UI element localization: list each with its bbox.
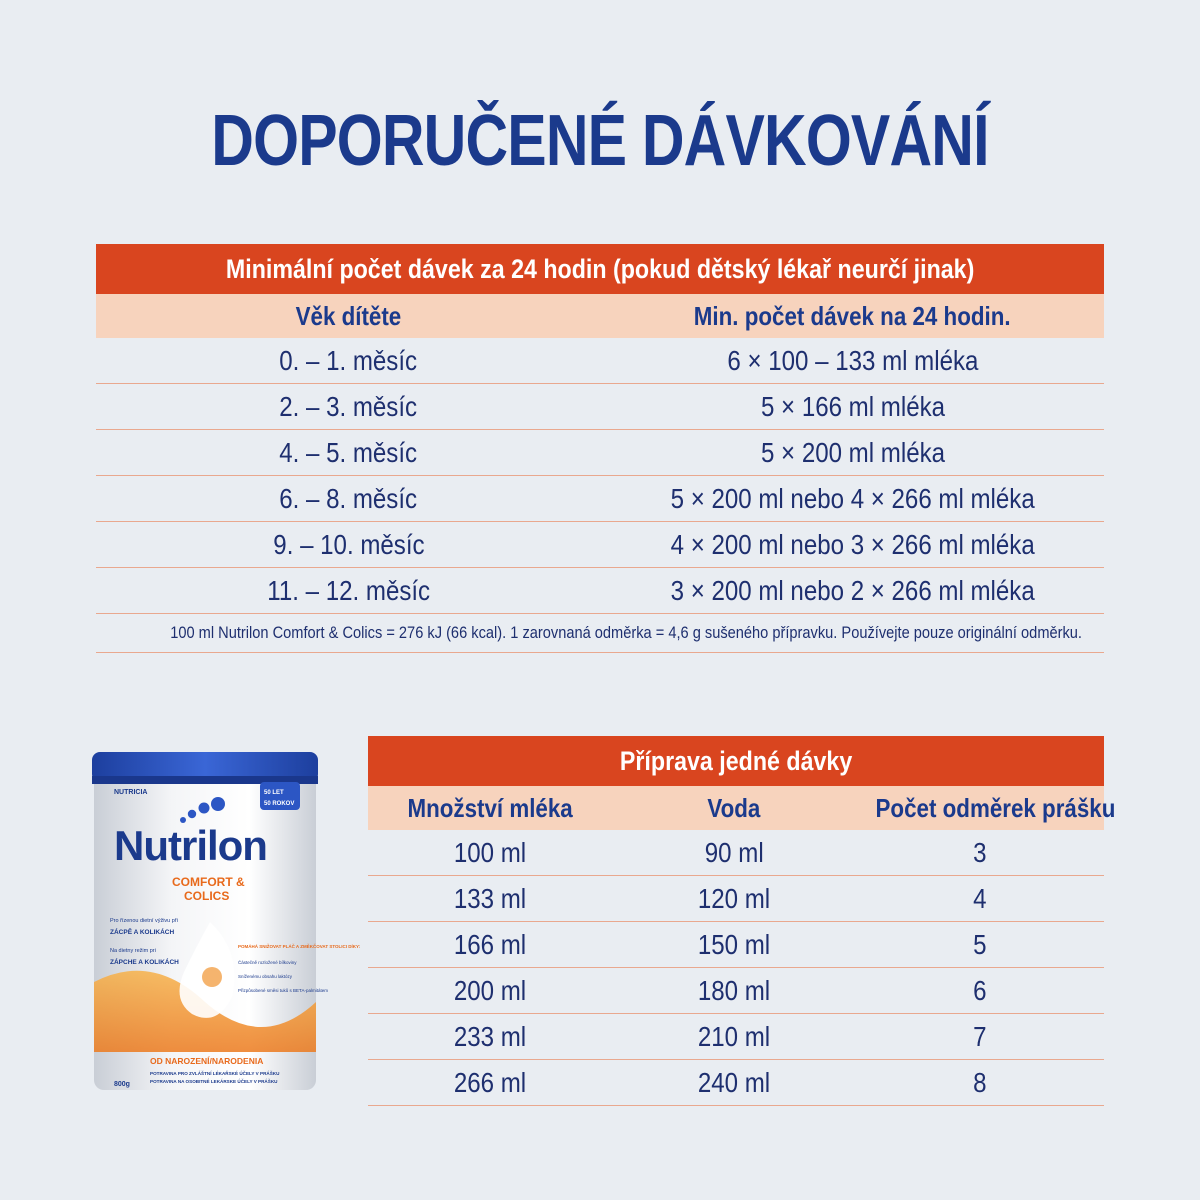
- milk-cell: 133 ml: [453, 882, 527, 914]
- water-cell: 120 ml: [697, 882, 771, 914]
- milk-cell: 200 ml: [453, 974, 527, 1006]
- can-brand: Nutrilon: [114, 822, 267, 869]
- can-variant-1: COMFORT &: [172, 875, 245, 889]
- scoops-cell: 3: [973, 836, 987, 868]
- age-cell: 6. – 8. měsíc: [279, 482, 418, 514]
- milk-cell: 266 ml: [453, 1066, 527, 1098]
- age-cell: 2. – 3. měsíc: [279, 390, 418, 422]
- doses-cell: 5 × 200 ml mléka: [760, 436, 945, 468]
- can-side-text-2: Na dietny režim pri: [110, 948, 156, 954]
- milk-cell: 166 ml: [453, 928, 527, 960]
- dosing-header-age: Věk dítěte: [295, 300, 402, 331]
- can-maker: NUTRICIA: [114, 789, 148, 796]
- water-cell: 90 ml: [704, 836, 764, 868]
- doses-cell: 6 × 100 – 133 ml mléka: [727, 344, 978, 376]
- table-row: [368, 1060, 1104, 1106]
- table-row: [368, 876, 1104, 922]
- milk-cell: 233 ml: [453, 1020, 527, 1052]
- age-cell: 4. – 5. měsíc: [279, 436, 418, 468]
- can-variant-2: COLICS: [184, 889, 230, 903]
- doses-cell: 5 × 200 ml nebo 4 × 266 ml mléka: [670, 482, 1035, 514]
- water-cell: 240 ml: [697, 1066, 771, 1098]
- can-side-head-1: ZÁCPĚ A KOLIKÁCH: [110, 929, 175, 936]
- can-side-text-1: Pro řízenou dietní výživu při: [110, 918, 178, 924]
- can-weight: 800g: [114, 1081, 130, 1088]
- page-title: DOPORUČENÉ DÁVKOVÁNÍ: [211, 101, 989, 181]
- dosing-table: [96, 244, 1104, 653]
- scoops-cell: 6: [973, 974, 987, 1006]
- scoops-cell: 5: [973, 928, 987, 960]
- table-row: [96, 338, 1104, 384]
- can-claim-2: Částečně rozložené bílkoviny: [238, 960, 297, 965]
- scoops-cell: 7: [973, 1020, 987, 1052]
- can-legal-1: POTRAVINA PRO ZVLÁŠTNÍ LÉKAŘSKÉ ÚČELY V PRÁŠKU: [150, 1071, 280, 1076]
- table-row: [368, 968, 1104, 1014]
- prep-header-water: Voda: [707, 792, 761, 823]
- can-claim-1: POMÁHÁ SNIŽOVAT PLÁČ A ZMĚKČOVAT STOLICI DÍKY:: [238, 944, 361, 949]
- can-badge-2: 50 ROKOV: [264, 801, 295, 807]
- preparation-table-caption: Příprava jedné dávky: [619, 745, 853, 776]
- preparation-table: [368, 736, 1116, 1106]
- water-cell: 180 ml: [697, 974, 771, 1006]
- scoops-cell: 4: [973, 882, 987, 914]
- milk-cell: 100 ml: [453, 836, 527, 868]
- age-cell: 0. – 1. měsíc: [279, 344, 418, 376]
- can-side-head-2: ZÁPCHE A KOLIKÁCH: [110, 959, 179, 966]
- table-row: [96, 568, 1104, 614]
- table-row: [96, 522, 1104, 568]
- dosing-note: 100 ml Nutrilon Comfort & Colics = 276 kJ (66 kcal). 1 zarovnaná odměrka = 4,6 g sušeného přípravku. Používejte pouze originální odměrku.: [170, 623, 1083, 642]
- can-age: OD NAROZENÍ/NARODENIA: [150, 1056, 264, 1066]
- can-claim-3: Sníženému obsahu laktózy: [238, 974, 293, 979]
- table-row: [96, 384, 1104, 430]
- can-claim-4: Přizpůsobené směsi tuků s BETA-palmitátem: [238, 988, 328, 993]
- dosing-header-doses: Min. počet dávek na 24 hodin.: [694, 300, 1011, 331]
- table-row: [96, 476, 1104, 522]
- water-cell: 150 ml: [697, 928, 771, 960]
- doses-cell: 5 × 166 ml mléka: [760, 390, 945, 422]
- prep-header-milk: Množství mléka: [407, 792, 573, 823]
- water-cell: 210 ml: [697, 1020, 771, 1052]
- can-badge-1: 50 LET: [264, 790, 284, 796]
- table-row: [368, 1014, 1104, 1060]
- table-row: [368, 922, 1104, 968]
- dosing-table-caption: Minimální počet dávek za 24 hodin (pokud dětský lékař neurčí jinak): [225, 253, 975, 284]
- doses-cell: 3 × 200 ml nebo 2 × 266 ml mléka: [670, 574, 1035, 606]
- age-cell: 9. – 10. měsíc: [272, 528, 425, 560]
- table-row: [368, 830, 1104, 876]
- prep-header-scoops: Počet odměrek prášku: [875, 792, 1116, 823]
- can-legal-2: POTRAVINA NA OSOBITNÉ LEKÁRSKE ÚČELY V PRÁŠKU: [150, 1079, 278, 1084]
- age-cell: 11. – 12. měsíc: [267, 574, 430, 606]
- table-row: [96, 430, 1104, 476]
- product-can-image: [92, 752, 361, 1094]
- scoops-cell: 8: [973, 1066, 987, 1098]
- doses-cell: 4 × 200 ml nebo 3 × 266 ml mléka: [670, 528, 1035, 560]
